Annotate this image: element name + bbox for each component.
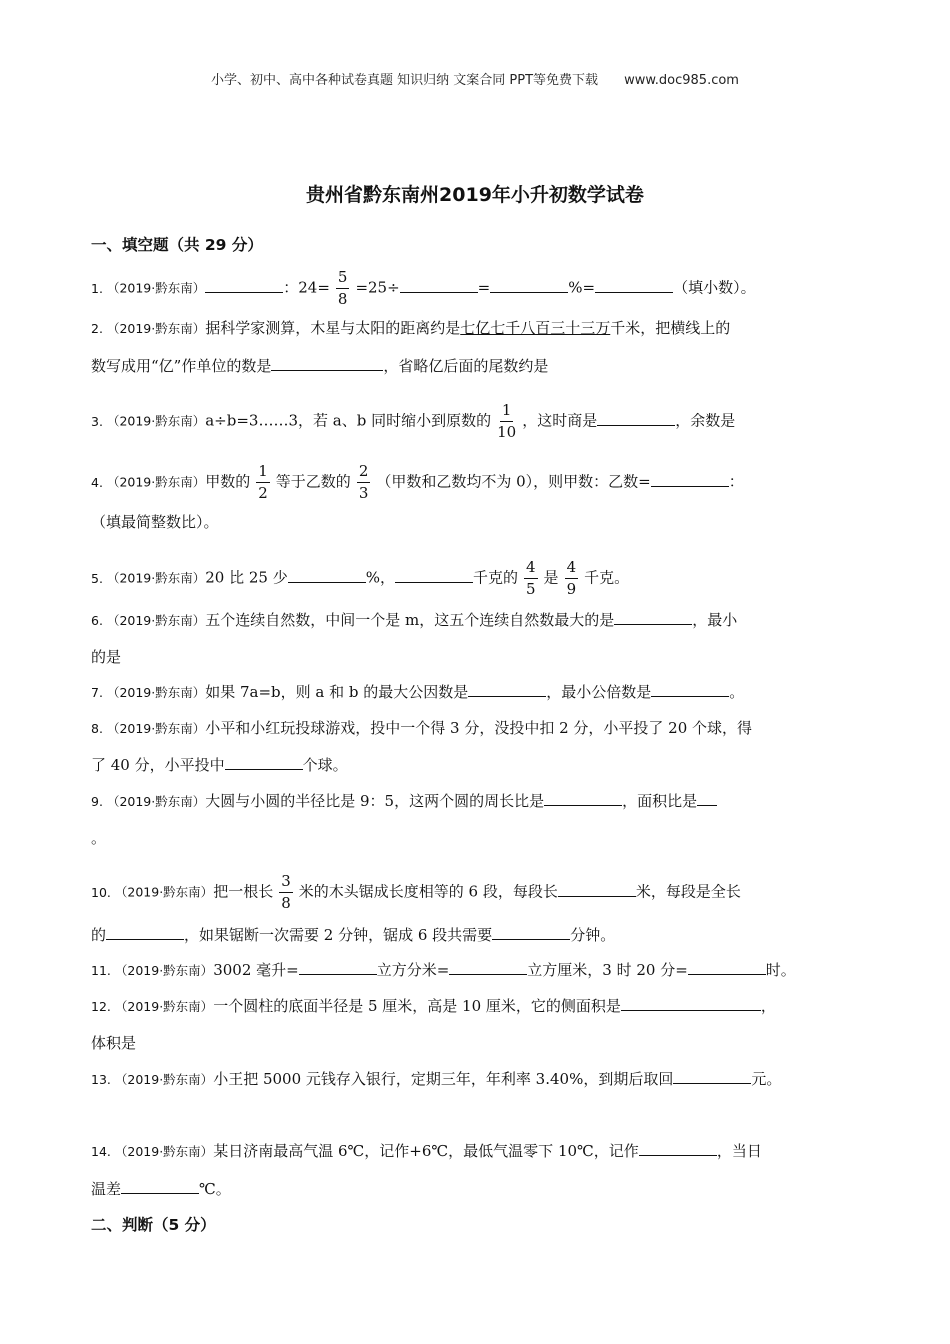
answer-blank[interactable]: [673, 1069, 751, 1084]
answer-blank[interactable]: [639, 1141, 717, 1156]
answer-blank[interactable]: [621, 996, 761, 1011]
question-2: 2. （2019·黔东南）据科学家测算，木星与太阳的距离约是七亿七千八百三十三万千米，把横线上的: [91, 319, 731, 337]
answer-blank[interactable]: [544, 791, 622, 806]
fraction: $\frac{4}{5}$: [526, 558, 536, 598]
question-14-cont: 温差 ℃。: [91, 1180, 231, 1198]
answer-blank[interactable]: [558, 882, 636, 897]
page-title: 贵州省黔东南州2019年小升初数学试卷: [306, 184, 644, 206]
question-9-cont: 。: [91, 829, 107, 847]
answer-blank[interactable]: [205, 278, 283, 293]
answer-blank[interactable]: [288, 568, 366, 583]
question-14: 14. （2019·黔东南）某日济南最高气温 6℃，记作+6℃，最低气温零下 10℃，记作 ，当日: [91, 1142, 762, 1160]
answer-blank[interactable]: [271, 356, 383, 371]
answer-blank[interactable]: [651, 472, 729, 487]
answer-blank[interactable]: [688, 960, 766, 975]
fraction: $\frac{1}{10}$: [497, 401, 517, 441]
fraction: $\frac{3}{8}$: [281, 872, 291, 912]
question-8: 8. （2019·黔东南）小平和小红玩投球游戏，投中一个得 3 分，没投中扣 2 分，小平投了 20 个球，得: [91, 719, 753, 737]
answer-blank[interactable]: [299, 960, 377, 975]
fraction: $\frac{1}{2}$: [258, 462, 268, 502]
answer-blank[interactable]: [490, 278, 568, 293]
answer-blank[interactable]: [395, 568, 473, 583]
question-2-cont: 数写成用“亿”作单位的数是 ，省略亿后面的尾数约是: [91, 357, 549, 375]
question-4: 4. （2019·黔东南）甲数的 $\frac{1}{2}$ 等于乙数的 $\frac{2}{3}$ （甲数和乙数均不为 0），则甲数：乙数= ：: [91, 462, 744, 502]
question-6: 6. （2019·黔东南）五个连续自然数，中间一个是 m，这五个连续自然数最大的是 ，最小: [91, 611, 738, 629]
question-10: 10. （2019·黔东南）把一根长 $\frac{3}{8}$ 米的木头锯成长度相等的 6 段，每段长 米，每段是全长: [91, 872, 741, 912]
question-9: 9. （2019·黔东南）大圆与小圆的半径比是 9：5，这两个圆的周长比是 ，面积比是: [91, 791, 717, 812]
underlined-number: 七亿七千八百三十三万: [460, 319, 611, 337]
fraction: $\frac{5}{8}$: [337, 268, 348, 308]
answer-blank[interactable]: [400, 278, 478, 293]
answer-blank[interactable]: [106, 925, 184, 940]
answer-blank[interactable]: [492, 925, 570, 940]
header-text: 小学、初中、高中各种试卷真题 知识归纳 文案合同 PPT等免费下载: [211, 73, 599, 88]
question-5: 5. （2019·黔东南）20 比 25 少 %， 千克的 $\frac{4}{5}$ 是 $\frac{4}{9}$ 千克。: [91, 558, 630, 598]
question-4-cont: （填最简整数比）。: [91, 513, 219, 531]
section-heading-fill-blank: 一、填空题（共 29 分）: [91, 236, 263, 254]
answer-blank[interactable]: [614, 610, 692, 625]
section-heading-judgement: 二、判断（5 分）: [91, 1216, 216, 1234]
question-8-cont: 了 40 分，小平投中 个球。: [91, 756, 348, 774]
answer-blank[interactable]: [121, 1179, 199, 1194]
fraction: $\frac{4}{9}$: [566, 558, 577, 598]
answer-blank[interactable]: [225, 755, 303, 770]
question-12-cont: 体积是: [91, 1034, 137, 1052]
question-11: 11. （2019·黔东南）3002 毫升= 立方分米= 立方厘米，3 时 20 分= 时。: [91, 961, 796, 979]
answer-blank[interactable]: [597, 411, 675, 426]
answer-blank[interactable]: [651, 682, 729, 697]
question-13: 13. （2019·黔东南）小王把 5000 元钱存入银行，定期三年，年利率 3.40%，到期后取回 元。: [91, 1070, 782, 1088]
question-7: 7. （2019·黔东南）如果 7a=b，则 a 和 b 的最大公因数是 ，最小公倍数是 。: [91, 683, 745, 701]
answer-blank[interactable]: [697, 791, 717, 806]
page-header: [0, 69, 950, 88]
fraction: $\frac{2}{3}$: [358, 462, 369, 502]
question-10-cont: 的 ，如果锯断一次需要 2 分钟，锯成 6 段共需要 分钟。: [91, 926, 616, 944]
answer-blank[interactable]: [449, 960, 527, 975]
answer-blank[interactable]: [468, 682, 546, 697]
question-3: 3. （2019·黔东南）a÷b=3……3，若 a、b 同时缩小到原数的 $\frac{1}{10}$ ，这时商是 ，余数是: [91, 401, 736, 441]
question-12: 12. （2019·黔东南）一个圆柱的底面半径是 5 厘米，高是 10 厘米，它的侧面积是 ，: [91, 997, 776, 1015]
header-url[interactable]: www.doc985.com: [624, 73, 739, 88]
question-1: 1. （2019·黔东南） ：24= $\frac{5}{8}$ =25÷ = %= （填小数）。: [91, 268, 756, 308]
answer-blank[interactable]: [595, 278, 673, 293]
question-6-cont: 的是: [91, 648, 122, 666]
